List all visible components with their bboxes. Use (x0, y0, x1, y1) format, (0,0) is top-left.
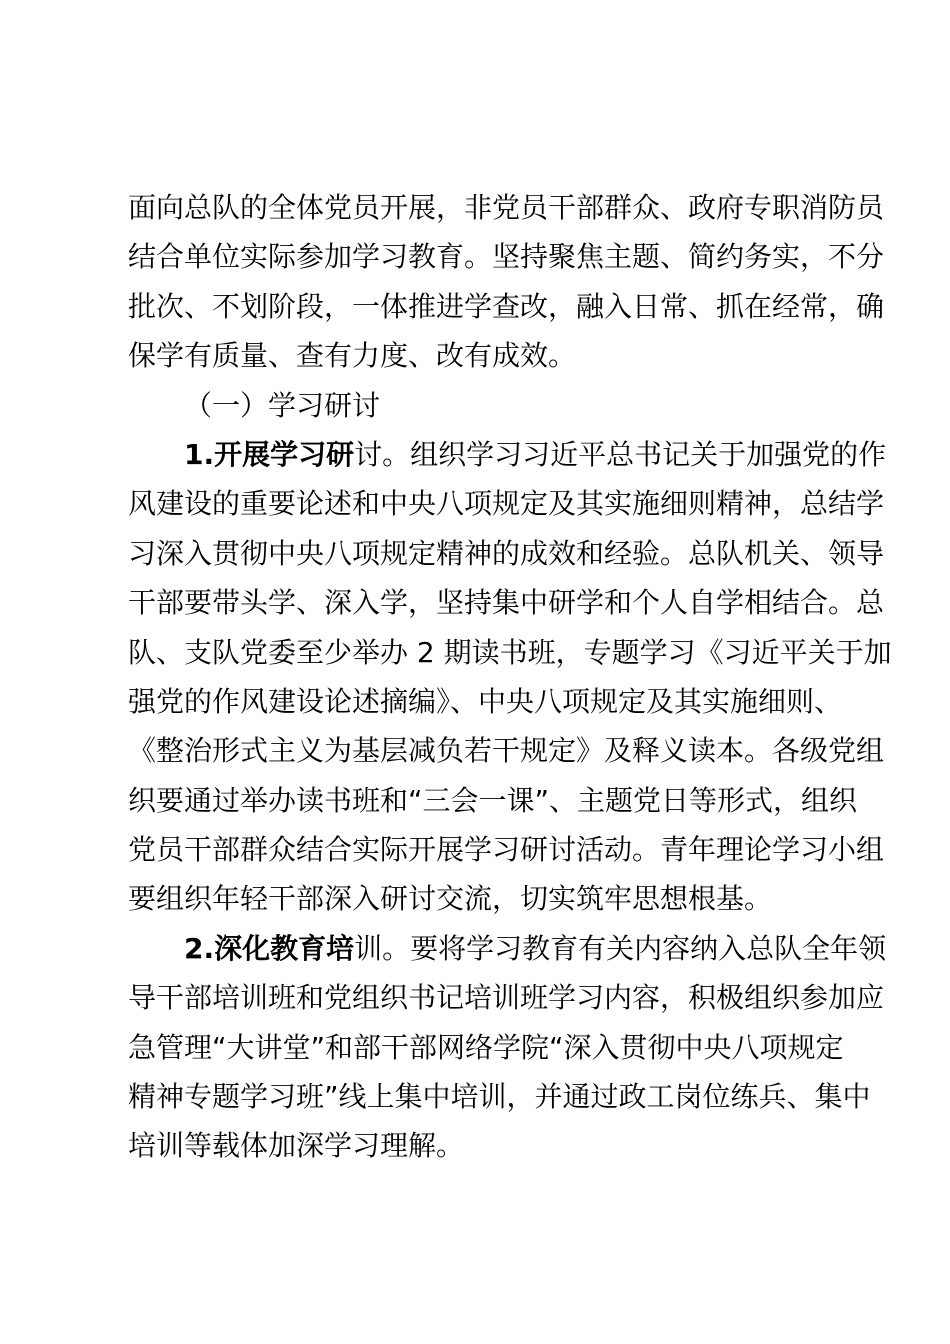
text-line: 结合单位实际参加学习教育。坚持聚焦主题、简约务实，不分 (128, 240, 885, 274)
text-run: 讨。组织学习习近平总书记关于加强党的作 (354, 437, 887, 471)
paragraph-scope (128, 183, 885, 381)
text-line: 精神专题学习班”线上集中培训，并通过政工岗位练兵、集中 (128, 1080, 871, 1114)
item-title: 2.深化教育培 (184, 931, 355, 965)
text-line: 织要通过举办读书班和“三会一课”、主题党日等形式，组织 (128, 783, 858, 817)
text-line: 培训等载体加深学习理解。 (128, 1129, 465, 1163)
paragraph-first-line (128, 430, 887, 479)
text-line: 风建设的重要论述和中央八项规定及其实施细则精神，总结学 (128, 487, 885, 521)
text-line: 习深入贯彻中央八项规定精神的成效和经验。总队机关、领导 (128, 536, 885, 570)
text-line: 《整治形式主义为基层减负若干规定》及释义读本。各级党组 (128, 734, 885, 768)
text-run: 训。要将学习教育有关内容纳入总队全年领 (354, 931, 887, 965)
paragraph-first-line (128, 924, 887, 973)
text-line: 保学有质量、查有力度、改有成效。 (128, 339, 577, 373)
text-line: 党员干部群众结合实际开展学习研讨活动。青年理论学习小组 (128, 833, 885, 867)
paragraph-study-discussion (128, 430, 892, 924)
text-line: 急管理“大讲堂”和部干部网络学院“深入贯彻中央八项规定 (128, 1030, 844, 1064)
text-line: 批次、不划阶段，一体推进学查改，融入日常、抓在经常，确 (128, 289, 885, 323)
text-line: 要组织年轻干部深入研讨交流，切实筑牢思想根基。 (128, 882, 773, 916)
text-line: 强党的作风建设论述摘编》、中央八项规定及其实施细则、 (128, 684, 843, 718)
paragraph-education-training (128, 924, 887, 1171)
text-line: 队、支队党委至少举办 2 期读书班，专题学习《习近平关于加 (128, 635, 892, 669)
text-line: 导干部培训班和党组织书记培训班学习内容，积极组织参加应 (128, 981, 885, 1015)
section-heading-study (128, 381, 830, 430)
text-line: 干部要带头学、深入学，坚持集中研学和个人自学相结合。总 (128, 586, 885, 620)
item-title: 1.开展学习研 (184, 437, 355, 471)
document-body (128, 183, 892, 1171)
section-heading: （一）学习研讨 (184, 388, 381, 422)
text-line: 面向总队的全体党员开展，非党员干部群众、政府专职消防员 (128, 191, 885, 224)
